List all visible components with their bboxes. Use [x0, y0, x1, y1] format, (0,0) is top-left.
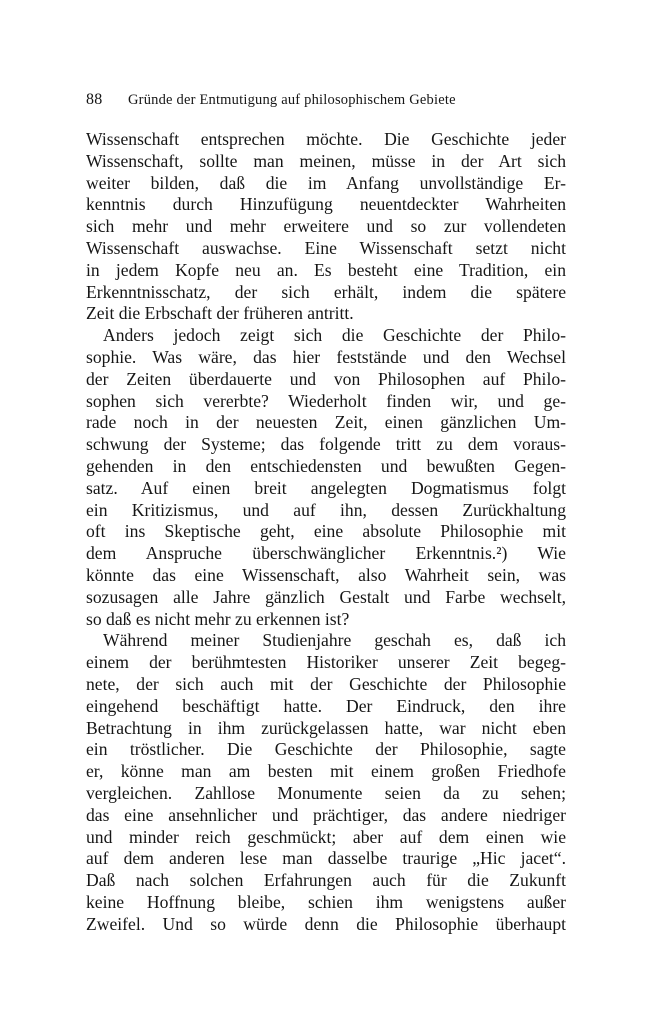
text-line: so daß es nicht mehr zu erkennen ist? — [86, 608, 350, 629]
text-line: in jedem Kopfe neu an. Es besteht eine Tradition, ein — [86, 259, 566, 280]
text-line: er, könne man am besten mit einem großen Friedhofe — [86, 761, 566, 782]
text-line: Wissenschaft entsprechen möchte. Die Geschichte jeder — [86, 129, 566, 149]
text-line: sophen sich vererbte? Wiederholt finden wir, und ge- — [86, 390, 566, 411]
text-line: nete, der sich auch mit der Geschichte der Philosophie — [86, 673, 566, 694]
text-line: einem der berühmtesten Historiker unserer Zeit begeg- — [86, 652, 566, 673]
text-line: könnte das eine Wissenschaft, also Wahrheit sein, was — [86, 564, 566, 585]
text-line: Während meiner Studienjahre geschah es, daß ich — [103, 630, 566, 651]
text-line: eingehend beschäftigt hatte. Der Eindruck, den ihre — [86, 695, 566, 716]
paragraph — [86, 129, 566, 325]
text-line: das eine ansehnlicher und prächtiger, das andere niedriger — [86, 804, 566, 825]
text-line: ein Kritizismus, und auf ihn, dessen Zurückhaltung — [86, 499, 566, 520]
text-line: Betrachtung in ihm zurückgelassen hatte, war nicht eben — [86, 717, 566, 738]
text-line: Anders jedoch zeigt sich die Geschichte der Philo- — [103, 325, 566, 346]
text-line: Wissenschaft auswachse. Eine Wissenschaft setzt nicht — [86, 237, 566, 258]
text-line: schwung der Systeme; das folgende tritt zu dem voraus- — [86, 434, 566, 455]
text-line: ein tröstlicher. Die Geschichte der Philosophie, sagte — [86, 739, 566, 760]
text-line: der Zeiten überdauerte und von Philosophen auf Philo- — [86, 368, 566, 389]
text-line: auf dem anderen lese man dasselbe traurige „Hic jacet“. — [86, 848, 566, 869]
text-line: weiter bilden, daß die im Anfang unvollständige Er- — [86, 172, 566, 193]
running-header — [86, 91, 566, 109]
text-line: keine Hoffnung bleibe, schien ihm wenigstens außer — [86, 891, 566, 912]
text-line: kenntnis durch Hinzufügung neuentdeckter Wahrheiten — [86, 194, 566, 215]
body-text — [86, 129, 566, 935]
text-line: dem Anspruche überschwänglicher Erkenntnis.²) Wie — [86, 543, 566, 564]
page-number: 88 — [86, 91, 103, 108]
text-line: Zweifel. Und so würde denn die Philosophie überhaupt — [86, 913, 566, 934]
text-line: oft ins Skeptische geht, eine absolute Philosophie mit — [86, 521, 566, 542]
text-line: sophie. Was wäre, das hier feststände und den Wechsel — [86, 346, 566, 367]
paragraph — [86, 325, 566, 630]
text-line: vergleichen. Zahllose Monumente seien da zu sehen; — [86, 782, 566, 803]
text-line: Wissenschaft, sollte man meinen, müsse in der Art sich — [86, 150, 566, 171]
text-line: Zeit die Erbschaft der früheren antritt. — [86, 303, 354, 324]
paragraph — [86, 630, 566, 935]
text-line: und minder reich geschmückt; aber auf dem einen wie — [86, 826, 566, 847]
text-line: satz. Auf einen breit angelegten Dogmatismus folgt — [86, 477, 566, 498]
text-line: Daß nach solchen Erfahrungen auch für die Zukunft — [86, 870, 566, 891]
running-title: Gründe der Entmutigung auf philosophischem Gebiete — [128, 92, 456, 108]
text-line: gehenden in den entschiedensten und bewußten Gegen- — [86, 455, 566, 476]
text-line: sozusagen alle Jahre gänzlich Gestalt und Farbe wechselt, — [86, 586, 566, 607]
text-line: Erkenntnisschatz, der sich erhält, indem die spätere — [86, 281, 566, 302]
text-line: sich mehr und mehr erweitere und so zur vollendeten — [86, 216, 566, 237]
text-line: rade noch in der neuesten Zeit, einen gänzlichen Um- — [86, 412, 566, 433]
